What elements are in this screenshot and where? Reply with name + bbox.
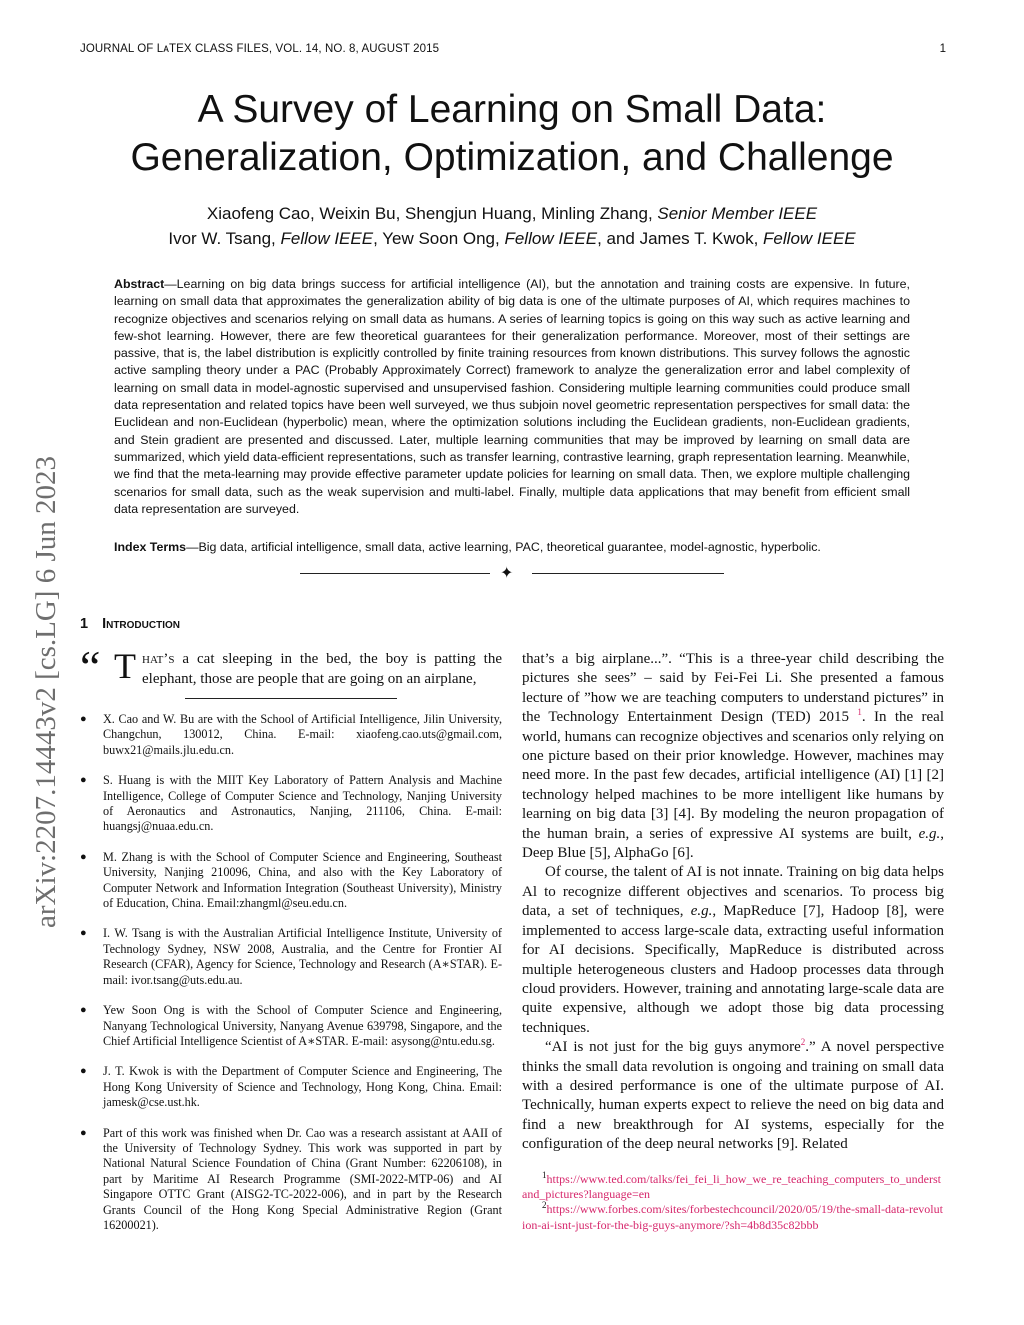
paragraph-1: that’s a big airplane...”. “This is a three-year child describing the pictures she sees” – said by Fei-Fei Li. She presented a famous lecture of ”how we are teaching computers to understand pictures” in the Technology Entertainment Design (TED) 2015 $^1$. In the real world, humans can recognize objectives and scenarios only relying on one picture based on their prior knowledge. However, machines may need more. In the past few decades, artificial intelligence (AI) [1] [2] technology helped machines to be more intelligent like humans by learning on big data [3] [4]. By modeling the neuron propagation of the human brain, a series of expressive AI systems are built, e.g., Deep Blue [5], AlphaGo [6]. [522,651,944,862]
index-terms [114,539,910,556]
section-title: Introduction [102,616,180,632]
paragraph-2: Of course, the talent of AI is not innate. Training on big data helps Al to recognize different objectives and scenarios. To process big data, a set of techniques, e.g., MapReduce [7], Hadoop [8], were implemented to access large-scale data, extracting useful information for AI decisions. Specifically, MapReduce is distributed across multiple heterogeneous clusters and Hadoop processes data through cloud providers. However, training and annotating large-scale data are quite expensive, although we adopt those big data processing techniques. [522,864,944,1036]
affiliation-item: ● I. W. Tsang is with the Australian Artificial Intelligence Institute, University of Technology Sydney, NSW 2008, Australia, and the Centre for Frontier AI Research (CFAR), Agency for Science, Technology and Research (A∗STAR). E-mail: ivor.tsang@uts.edu.au. [80,926,502,987]
divider-star-icon: ✦ [500,565,514,582]
abstract-text: —Learning on big data brings success for artificial intelligence (AI), but the annotation and training costs are expensive. In future, learning on small data that approximates the generalization ability of big data is one of the ultimate purposes of AI, which requires machines to recognize objectives and scenarios relying on small data as humans. A series of learning topics is going on this way such as active learning and few-shot learning. However, there are few theoretical guarantees for their generalization performance. Moreover, most of their settings are passive, that is, the label distribution is explicitly controlled by finite training resources from known distributions. This survey follows the agnostic active sampling theory under a PAC (Probably Approximately Correct) framework to analyze the generalization error and label complexity of learning on small data in model-agnostic supervised and unsupervised fashion. Considering multiple learning communities could produce small data representation and related topics have been well surveyed, we thus subjoin novel geometric representation perspectives for small data: the Euclidean and non-Euclidean (hyperbolic) mean, where the optimization solutions including the Euclidean gradients, non-Euclidean gradients, and Stein gradient are presented and discussed. Later, multiple learning communities that may be improved by learning on small data are summarized, which yield data-efficient representations, such as transfer learning, contrastive learning, graph representation learning. Meanwhile, we find that the meta-learning may provide effective parameter update policies for learning on small data. Then, we explore multiple challenging scenarios for small data, such as the weak supervision and multi-label. Finally, multiple data applications that may benefit from efficient small data representation are surveyed. [114,277,910,516]
running-header [80,43,946,63]
section-number: 1 [80,616,89,632]
intro-smallcaps: hat’s [142,651,175,667]
page-number: 1 [939,43,946,55]
affiliation-item: ● J. T. Kwok is with the Department of Computer Science and Engineering, The Hong Kong University of Science and Technology, Hong Kong, China. Email: jamesk@cse.ust.hk. [80,1064,502,1110]
author-names: , Yew Soon Ong, [373,229,505,248]
section-divider [300,565,724,581]
footnote-rule [185,698,397,699]
title-line-1: A Survey of Learning on Small Data: [197,88,827,131]
footnote-ref-2[interactable]: 2 [800,1037,806,1048]
index-terms-text: —Big data, artificial intelligence, small data, active learning, PAC, theoretical guarantee, model-agnostic, hyperbolic. [186,540,821,554]
footnote-1: $^1$https://www.ted.com/talks/fei_fei_li_how_we_re_teaching_computers_to_understand_pictures?language=en [522,1170,941,1202]
footnotes [522,1172,944,1233]
divider-line-right [532,573,724,574]
drop-cap-letter: T [114,646,136,686]
author-line-2 [60,226,964,251]
affiliation-item: ● M. Zhang is with the School of Computer Science and Engineering, Southeast University, Nanjing 210096, China, and also with the Key Laboratory of Computer Network and Information Integration (Southeast University), Ministry of Education, China. Email:zhangml@seu.edu.cn. [80,849,502,911]
footnote-link-1[interactable]: https://www.ted.com/talks/fei_fei_li_how_we_re_teaching_computers_to_understand_pictures?language=en [522,1172,941,1202]
title-line-2: Generalization, Optimization, and Challenge [130,136,894,179]
author-names: , and James T. Kwok, [597,229,764,248]
author-list [60,201,964,251]
right-column [522,650,944,1155]
arxiv-stamp: arXiv:2207.14443v2 [cs.LG] 6 Jun 2023 [30,455,62,928]
footnote-2: $^2$https://www.forbes.com/sites/forbestechcouncil/2020/05/19/the-small-data-revolution-ai-isnt-just-for-the-big-guys-anymore/?sh=4b8d35c82bbb [522,1200,943,1232]
paragraph-3: “AI is not just for the big guys anymore$^2$.” A novel perspective thinks the small data revolution is ongoing and training on small data with a desired performance is one of the ultimate purpose of AI. Technically, human experts expect to relieve the need on big data and find a new breakthrough for AI systems, especially for the configuration of the deep neural networks [9]. Related [522,1037,944,1153]
intro-body: a cat sleeping in the bed, the boy is patting the elephant, those are people that are going on an airplane, [142,651,502,687]
abstract [114,276,910,518]
affiliation-item: ● Yew Soon Ong is with the School of Computer Science and Engineering, Nanyang Technological University, Nanyang Avenue 639798, Singapore, and the Chief Artificial Intelligence Scientist of A∗STAR. E-mail: asysong@ntu.edu.sg. [80,1003,502,1048]
author-line-1 [60,201,964,226]
abstract-label: Abstract [114,277,165,291]
author-title: Fellow IEEE [504,229,598,248]
drop-quote-mark: “ [80,641,101,692]
author-title: Senior Member IEEE [657,204,818,223]
affiliation-item: ● S. Huang is with the MIIT Key Laboratory of Pattern Analysis and Machine Intelligence, College of Computer Science and Technology, Nanjing University of Aeronautics and Astronautics, Nanjing, 211106, China. E-mail: huangsj@nuaa.edu.cn. [80,773,502,834]
author-names: Xiaofeng Cao, Weixin Bu, Shengjun Huang, Minling Zhang, [206,204,658,223]
footnote-ref-1[interactable]: 1 [857,707,862,718]
author-title: Fellow IEEE [763,229,856,248]
author-names: Ivor W. Tsang, [168,229,281,248]
journal-name: JOURNAL OF LᴀTEX CLASS FILES, VOL. 14, NO. 8, AUGUST 2015 [80,43,440,55]
footnote-link-2[interactable]: https://www.forbes.com/sites/forbestechcouncil/2020/05/19/the-small-data-revolution-ai-isnt-just-for-the-big-guys-anymore/?sh=4b8d35c82bbb [522,1202,943,1232]
author-title: Fellow IEEE [280,229,374,248]
affiliation-item: ● Part of this work was finished when Dr. Cao was a research assistant at AAII of the University of Technology Sydney. This work was supported in part by National Natural Science Foundation of China (Grant Number: 62206108), in part by Maritime AI Research Programme (SMI-2022-MTP-06) and AI Singapore OTTC Grant (AISG2-TC-2022-006), and in part by the Research Grants Council of the Hong Kong Special Administrative Region (Grant 16200021). [80,1125,502,1232]
index-terms-label: Index Terms [114,540,187,554]
paper-title [60,86,964,182]
affiliation-list [80,712,502,1248]
divider-line-left [300,573,490,574]
intro-opening [80,641,502,692]
intro-text [80,650,502,689]
section-heading [80,616,180,632]
affiliation-item: ● X. Cao and W. Bu are with the School of Artificial Intelligence, Jilin University, Changchun, 130012, China. E-mail: xiaofeng.cao.uts@gmail.com, buwx21@mails.jlu.edu.cn. [80,712,502,757]
